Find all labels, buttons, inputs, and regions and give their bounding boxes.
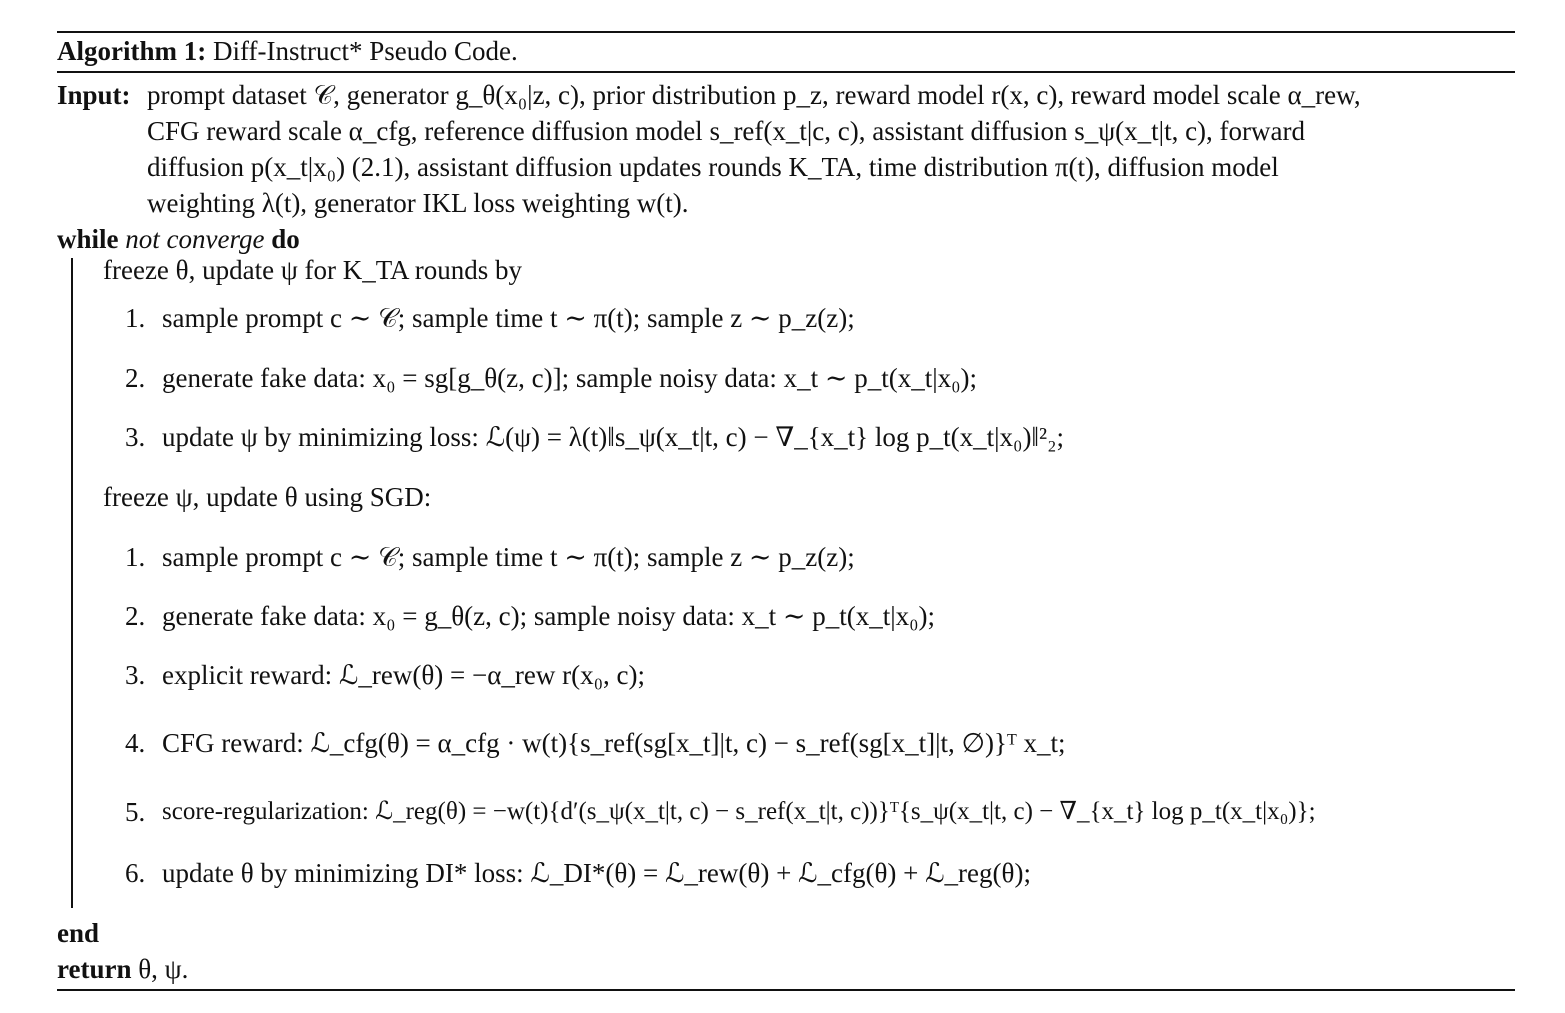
while-keyword: while [57,224,119,254]
input-line-1: prompt dataset 𝒞, generator g_θ(x₀|z, c), prior distribution p_z, reward model r(x, c), reward model scale α_rew, [147,80,1361,110]
return-line [57,956,188,983]
phase2-step-3: explicit reward: ℒ_rew(θ) = −α_rew r(x₀, c); [162,660,645,690]
do-keyword: do [271,224,300,254]
phase2-step-3-num: 3. [125,660,146,690]
phase2-step-1-num: 1. [125,542,146,572]
phase1-header: freeze θ, update ψ for K_TA rounds by [103,255,523,285]
phase1-step-3-num: 3. [125,422,146,452]
phase2-step-5: score-regularization: ℒ_reg(θ) = −w(t){d′(s_ψ(x_t|t, c) − s_ref(x_t|t, c))}ᵀ{s_ψ(x_t|t, c) − ∇_{x_t} log p_t(x_t|x₀)}; [162,798,1316,825]
phase2-step-6-num: 6. [125,858,146,888]
bottom-rule [57,989,1515,991]
return-value: θ, ψ. [138,954,189,984]
phase1-step-3: update ψ by minimizing loss: ℒ(ψ) = λ(t)‖s_ψ(x_t|t, c) − ∇_{x_t} log p_t(x_t|x₀)‖²₂; [162,422,1065,452]
algorithm-title-text: Diff-Instruct* Pseudo Code. [212,36,518,66]
phase2-step-4: CFG reward: ℒ_cfg(θ) = α_cfg · w(t){s_ref(sg[x_t]|t, c) − s_ref(sg[x_t]|t, ∅)}ᵀ x_t; [162,728,1066,758]
input-line-3: diffusion p(x_t|x₀) (2.1), assistant diffusion updates rounds K_TA, time distribution π(t), diffusion model [147,152,1279,182]
algorithm-title [57,38,518,65]
loop-body-bar [71,258,73,908]
top-rule [57,31,1515,33]
while-line [57,226,300,253]
phase2-step-6: update θ by minimizing DI* loss: ℒ_DI*(θ) = ℒ_rew(θ) + ℒ_cfg(θ) + ℒ_reg(θ); [162,858,1031,888]
input-line-4: weighting λ(t), generator IKL loss weighting w(t). [147,188,689,218]
phase2-step-4-num: 4. [125,728,146,758]
phase1-step-1: sample prompt c ∼ 𝒞; sample time t ∼ π(t); sample z ∼ p_z(z); [162,303,855,333]
phase2-step-5-num: 5. [125,797,146,827]
input-label: Input: [57,80,131,110]
title-rule [57,71,1515,73]
while-condition: not converge [125,224,265,254]
algorithm-title-label: Algorithm 1: [57,36,207,66]
end-keyword: end [57,918,100,948]
phase2-step-1: sample prompt c ∼ 𝒞; sample time t ∼ π(t); sample z ∼ p_z(z); [162,542,855,572]
phase1-step-2-num: 2. [125,363,146,393]
return-keyword: return [57,954,132,984]
phase1-step-1-num: 1. [125,303,146,333]
phase2-step-2-num: 2. [125,601,146,631]
phase2-step-2: generate fake data: x₀ = g_θ(z, c); sample noisy data: x_t ∼ p_t(x_t|x₀); [162,601,936,631]
input-line-2: CFG reward scale α_cfg, reference diffusion model s_ref(x_t|c, c), assistant diffusion s_ψ(x_t|t, c), forward [147,116,1306,146]
phase2-header: freeze ψ, update θ using SGD: [103,482,432,512]
phase1-step-2: generate fake data: x₀ = sg[g_θ(z, c)]; sample noisy data: x_t ∼ p_t(x_t|x₀); [162,363,978,393]
